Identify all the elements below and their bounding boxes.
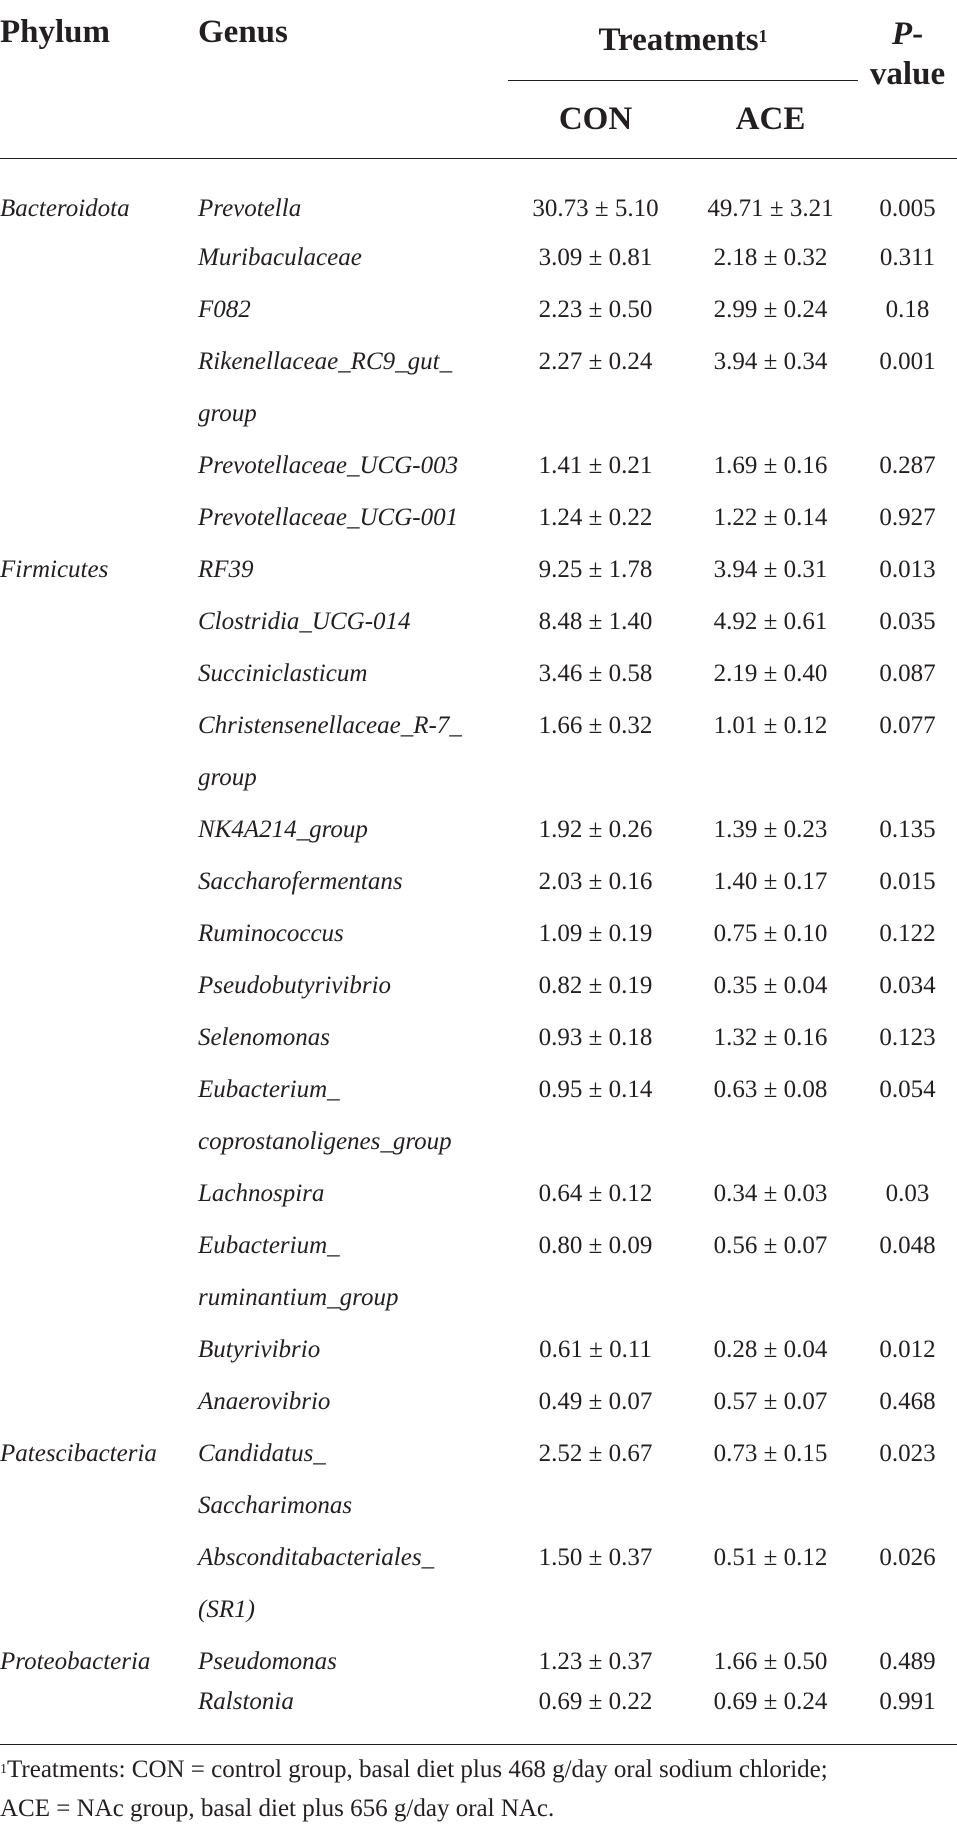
table-row (0, 856, 957, 908)
con-value-cell: 0.95 ± 0.14 (538, 1076, 653, 1103)
con-value-cell: 1.23 ± 0.37 (538, 1648, 653, 1675)
table-row (0, 1428, 957, 1480)
treatments-header (508, 0, 858, 81)
ace-value-cell: 0.75 ± 0.10 (713, 920, 828, 947)
genus-cell: Rikenellaceae_RC9_gut_ (198, 348, 453, 375)
phylum-cell (0, 908, 198, 960)
ace-value-cell: 2.19 ± 0.40 (713, 660, 828, 687)
pvalue-cell: 0.023 (879, 1440, 936, 1467)
genus-cell: group (198, 400, 257, 427)
footnote-line-2: ACE = NAc group, basal diet plus 656 g/day oral NAc. (0, 1795, 555, 1822)
pvalue-cell: 0.048 (879, 1232, 936, 1259)
pvalue-cell (858, 1480, 957, 1532)
genus-cell: Pseudomonas (198, 1648, 337, 1675)
pvalue-cell: 0.026 (879, 1544, 936, 1571)
table-row (0, 1376, 957, 1428)
pvalue-cell (858, 1116, 957, 1168)
table-row (0, 1584, 957, 1636)
pvalue-cell: 0.013 (879, 556, 936, 583)
table-row (0, 1688, 957, 1745)
genus-cell: (SR1) (198, 1596, 255, 1623)
phylum-cell: Patescibacteria (0, 1440, 157, 1467)
phylum-cell (0, 1272, 198, 1324)
ace-value-cell (683, 388, 858, 440)
footnote-line-1 (0, 1750, 957, 1789)
table-row (0, 492, 957, 544)
table-row (0, 648, 957, 700)
header-row-1 (0, 0, 957, 81)
phylum-header: Phylum (0, 0, 198, 159)
genus-cell: Anaerovibrio (198, 1388, 331, 1415)
genus-cell: coprostanoligenes_group (198, 1128, 452, 1155)
pvalue-cell: 0.054 (879, 1076, 936, 1103)
table-row (0, 440, 957, 492)
phylum-cell (0, 388, 198, 440)
con-value-cell: 0.49 ± 0.07 (538, 1388, 653, 1415)
pvalue-cell: 0.03 (885, 1180, 930, 1207)
con-value-cell: 2.23 ± 0.50 (538, 296, 653, 323)
phylum-cell (0, 596, 198, 648)
genus-cell: Clostridia_UCG-014 (198, 608, 411, 635)
pvalue-cell: 0.035 (879, 608, 936, 635)
genus-cell: RF39 (198, 556, 254, 583)
con-value-cell: 9.25 ± 1.78 (538, 556, 653, 583)
ace-value-cell: 0.51 ± 0.12 (713, 1544, 828, 1571)
phylum-cell (0, 856, 198, 908)
con-header: CON (508, 81, 683, 159)
genus-cell: NK4A214_group (198, 816, 368, 843)
genus-cell: Muribaculaceae (198, 244, 362, 271)
table-row (0, 1272, 957, 1324)
phylum-cell (0, 700, 198, 752)
genus-cell: Ruminococcus (198, 920, 344, 947)
ace-value-cell: 1.66 ± 0.50 (713, 1648, 828, 1675)
con-value-cell: 30.73 ± 5.10 (532, 195, 659, 222)
ace-value-cell (683, 1584, 858, 1636)
footnote-text-1: Treatments: CON = control group, basal diet plus 468 g/day oral sodium chloride; (7, 1756, 828, 1783)
pvalue-cell (858, 752, 957, 804)
pvalue-cell: 0.001 (879, 348, 936, 375)
phylum-cell (0, 1220, 198, 1272)
genus-cell: Saccharimonas (198, 1492, 353, 1519)
genus-cell: Prevotella (198, 195, 302, 222)
table-row (0, 1116, 957, 1168)
ace-value-cell: 1.40 ± 0.17 (713, 868, 828, 895)
con-value-cell: 0.80 ± 0.09 (538, 1232, 653, 1259)
ace-value-cell: 0.34 ± 0.03 (713, 1180, 828, 1207)
table-row (0, 1220, 957, 1272)
ace-value-cell: 1.39 ± 0.23 (713, 816, 828, 843)
con-value-cell: 2.52 ± 0.67 (538, 1440, 653, 1467)
ace-value-cell: 3.94 ± 0.34 (713, 348, 828, 375)
pvalue-cell: 0.005 (879, 195, 936, 222)
pvalue-cell: 0.015 (879, 868, 936, 895)
con-value-cell: 2.03 ± 0.16 (538, 868, 653, 895)
ace-value-cell (683, 1272, 858, 1324)
phylum-cell (0, 1376, 198, 1428)
pvalue-cell: 0.034 (879, 972, 936, 999)
table-row (0, 804, 957, 856)
phylum-cell (0, 284, 198, 336)
con-value-cell: 2.27 ± 0.24 (538, 348, 653, 375)
phylum-cell (0, 232, 198, 284)
phylum-cell: Bacteroidota (0, 195, 130, 222)
ace-value-cell: 0.28 ± 0.04 (713, 1336, 828, 1363)
ace-value-cell (683, 752, 858, 804)
table-row (0, 232, 957, 284)
genus-cell: group (198, 764, 257, 791)
con-value-cell: 0.61 ± 0.11 (539, 1336, 652, 1363)
genus-cell: Prevotellaceae_UCG-001 (198, 504, 459, 531)
con-value-cell: 1.09 ± 0.19 (538, 920, 653, 947)
con-value-cell (508, 1272, 683, 1324)
ace-value-cell: 0.56 ± 0.07 (713, 1232, 828, 1259)
con-value-cell (508, 388, 683, 440)
phylum-cell: Proteobacteria (0, 1648, 151, 1675)
con-value-cell: 8.48 ± 1.40 (538, 608, 653, 635)
pvalue-cell: 0.087 (879, 660, 936, 687)
ace-value-cell (683, 1480, 858, 1532)
con-value-cell: 1.92 ± 0.26 (538, 816, 653, 843)
phylum-cell (0, 336, 198, 388)
con-value-cell: 0.93 ± 0.18 (538, 1024, 653, 1051)
pvalue-cell: 0.991 (858, 1688, 957, 1745)
genus-cell: Pseudobutyrivibrio (198, 972, 392, 999)
table-row (0, 544, 957, 596)
genus-header: Genus (198, 0, 508, 159)
table-row (0, 1012, 957, 1064)
table-row (0, 1324, 957, 1376)
genus-cell: Eubacterium_ (198, 1232, 340, 1259)
pvalue-rest: -value (869, 16, 946, 92)
con-value-cell: 3.46 ± 0.58 (538, 660, 653, 687)
phylum-cell (0, 492, 198, 544)
table-row (0, 1636, 957, 1688)
con-value-cell: 1.66 ± 0.32 (538, 712, 653, 739)
table-row (0, 700, 957, 752)
table-body (0, 159, 957, 1745)
genus-cell: Lachnospira (198, 1180, 325, 1207)
pvalue-cell (858, 1272, 957, 1324)
con-value-cell: 1.24 ± 0.22 (538, 504, 653, 531)
pvalue-cell: 0.311 (879, 244, 936, 271)
table-row (0, 596, 957, 648)
ace-value-cell (683, 1116, 858, 1168)
ace-value-cell: 0.57 ± 0.07 (713, 1388, 828, 1415)
phylum-cell (0, 440, 198, 492)
table-row (0, 1532, 957, 1584)
con-value-cell (508, 1116, 683, 1168)
table-footnote (0, 1750, 957, 1828)
table-row (0, 336, 957, 388)
table-row (0, 1168, 957, 1220)
genus-cell: Candidatus_ (198, 1440, 326, 1467)
ace-value-cell: 4.92 ± 0.61 (713, 608, 828, 635)
genus-cell: ruminantium_group (198, 1284, 399, 1311)
con-value-cell: 1.41 ± 0.21 (538, 452, 653, 479)
phylum-cell (0, 1168, 198, 1220)
phylum-cell (0, 1480, 198, 1532)
pvalue-cell: 0.287 (879, 452, 936, 479)
genus-cell: Saccharofermentans (198, 868, 403, 895)
ace-value-cell: 1.32 ± 0.16 (713, 1024, 828, 1051)
ace-value-cell: 1.69 ± 0.16 (713, 452, 828, 479)
phylum-cell (0, 804, 198, 856)
phylum-cell (0, 1584, 198, 1636)
genus-cell: Absconditabacteriales_ (198, 1544, 435, 1571)
pvalue-cell: 0.468 (879, 1388, 936, 1415)
table-row (0, 388, 957, 440)
table-row (0, 908, 957, 960)
pvalue-cell: 0.18 (885, 296, 930, 323)
ace-value-cell: 49.71 ± 3.21 (707, 195, 834, 222)
con-value-cell: 0.64 ± 0.12 (538, 1180, 653, 1207)
genus-cell: Eubacterium_ (198, 1076, 340, 1103)
table-row (0, 1064, 957, 1116)
pvalue-cell: 0.122 (879, 920, 936, 947)
phylum-cell (0, 1688, 198, 1745)
pvalue-italic: P (891, 16, 913, 52)
genus-cell: Ralstonia (198, 1688, 508, 1745)
genus-cell: Butyrivibrio (198, 1336, 321, 1363)
pvalue-cell: 0.012 (879, 1336, 936, 1363)
pvalue-cell: 0.135 (879, 816, 936, 843)
con-value-cell: 1.50 ± 0.37 (538, 1544, 653, 1571)
ace-value-cell: 0.69 ± 0.24 (683, 1688, 858, 1745)
genus-cell: F082 (198, 296, 251, 323)
ace-header: ACE (683, 81, 858, 159)
con-value-cell: 3.09 ± 0.81 (538, 244, 653, 271)
phylum-cell (0, 648, 198, 700)
treatments-label: Treatments (598, 21, 759, 58)
pvalue-cell (858, 388, 957, 440)
pvalue-cell: 0.123 (879, 1024, 936, 1051)
genus-cell: Selenomonas (198, 1024, 330, 1051)
table-row (0, 752, 957, 804)
ace-value-cell: 1.22 ± 0.14 (713, 504, 828, 531)
phylum-cell (0, 1116, 198, 1168)
pvalue-header (858, 0, 957, 159)
phylum-cell (0, 1324, 198, 1376)
ace-value-cell: 1.01 ± 0.12 (713, 712, 828, 739)
con-value-cell (508, 1584, 683, 1636)
genus-cell: Prevotellaceae_UCG-003 (198, 452, 459, 479)
pvalue-cell: 0.489 (879, 1648, 936, 1675)
table-row (0, 960, 957, 1012)
phylum-cell (0, 960, 198, 1012)
footnote-marker: 1 (0, 1762, 7, 1777)
ace-value-cell: 3.94 ± 0.31 (713, 556, 828, 583)
table-row (0, 284, 957, 336)
pvalue-cell: 0.077 (879, 712, 936, 739)
phylum-cell (0, 1532, 198, 1584)
ace-value-cell: 2.99 ± 0.24 (713, 296, 828, 323)
ace-value-cell: 0.63 ± 0.08 (713, 1076, 828, 1103)
pvalue-cell (858, 1584, 957, 1636)
con-value-cell: 0.69 ± 0.22 (508, 1688, 683, 1745)
genus-cell: Succiniclasticum (198, 660, 368, 687)
pvalue-cell: 0.927 (879, 504, 936, 531)
ace-value-cell: 0.35 ± 0.04 (713, 972, 828, 999)
phylum-cell: Firmicutes (0, 556, 109, 583)
con-value-cell (508, 1480, 683, 1532)
phylum-cell (0, 1064, 198, 1116)
con-value-cell (508, 752, 683, 804)
con-value-cell: 0.82 ± 0.19 (538, 972, 653, 999)
table-row (0, 1480, 957, 1532)
treatments-footnote-marker: 1 (758, 25, 768, 46)
ace-value-cell: 2.18 ± 0.32 (713, 244, 828, 271)
phylum-cell (0, 752, 198, 804)
phylum-cell (0, 1012, 198, 1064)
genus-cell: Christensenellaceae_R-7_ (198, 712, 462, 739)
table-row (0, 159, 957, 233)
ace-value-cell: 0.73 ± 0.15 (713, 1440, 828, 1467)
